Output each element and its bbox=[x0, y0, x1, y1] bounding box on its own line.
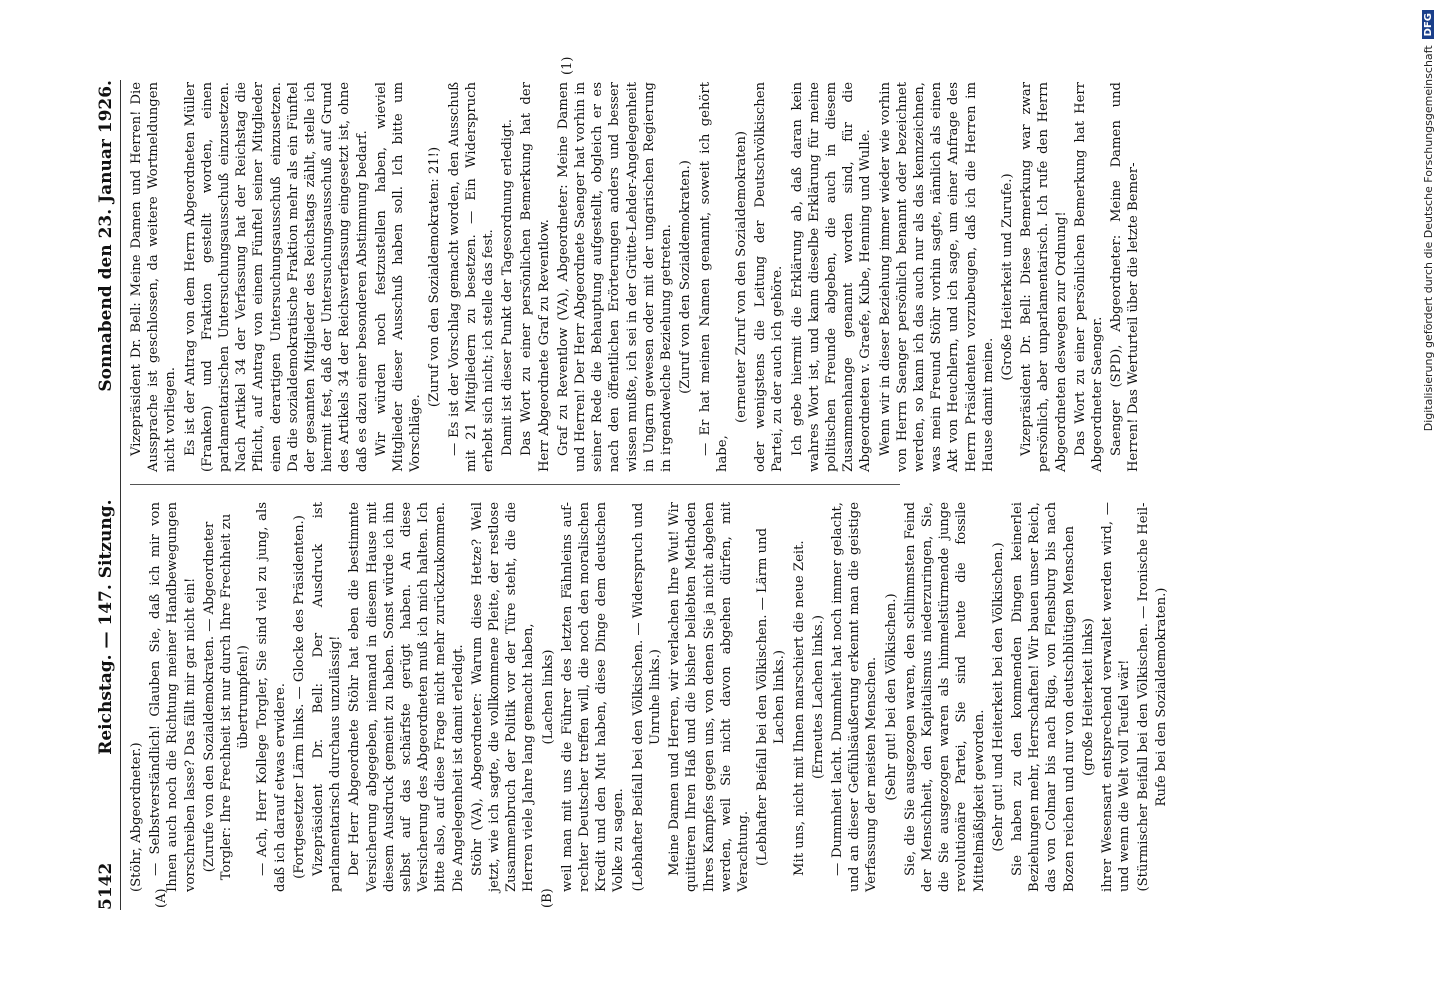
page-header bbox=[92, 80, 121, 910]
paragraph: ihrer Wesensart entsprechend verwaltet werden wird, — und wenn die Welt voll Teufel wär! bbox=[1099, 502, 1133, 892]
paragraph: oder wenigstens die Leitung der Deutschvölkischen Partei, zu der auch ich gehöre. bbox=[753, 82, 786, 472]
interjection: (Lachen links) bbox=[540, 649, 556, 745]
session-title: Reichstag. — 147. Sitzung. bbox=[96, 499, 116, 755]
interjection: (Zuruf von den Sozialdemokraten: 21!) bbox=[427, 146, 443, 408]
paragraph: — Es ist der Vorschlag gemacht worden, den Ausschuß mit 21 Mitgliedern zu besetzen. — Ein Widerspruch erhebt sich nicht; ich stelle das fest. bbox=[446, 82, 497, 472]
margin-mark-b: (B) bbox=[540, 888, 555, 908]
interjection: (Lebhafter Beifall bei den Völkischen. — Widerspruch und Unruhe links.) bbox=[630, 502, 663, 892]
paragraph: Meine Damen und Herren, wir verlachen Ihre Wut! Wir quittieren Ihren Haß und die bisher beliebten Methoden Ihres Kampfes gegen uns, von denen Sie ja nicht abgehen werden, weil Sie nicht davon abgehen dürfen, mit Verachtung. bbox=[667, 502, 751, 892]
page-number: 5142 bbox=[96, 862, 116, 910]
paragraph: — Dummheit lacht. Dummheit hat noch immer gelacht, und an dieser Gefühlsäußerung erkennt man die geistige Verfassung der meisten Menschen. bbox=[829, 502, 880, 892]
paragraph: Sie, die Sie ausgezogen waren, den schlimmsten Feind der Menschheit, den Kapitalismus niederzuringen, Sie, die Sie ausgezogen waren als himmelstürmende junge revolutionäre Partei, Sie sind heute die fossile Mittelmäßigkeit geworden. bbox=[902, 502, 987, 892]
margin-mark-a: (A) bbox=[154, 888, 169, 908]
paragraph: Es ist der Antrag von dem Herrn Abgeordneten Müller (Franken) und Fraktion gestellt worden, einen parlamentarischen Untersuchungsausschuß einzusetzen. Nach Artikel 34 der Verfassung hat der Reichstag die Pflicht, auf Antrag von einem Fünftel seiner Mitglieder einen derartigen Untersuchungsausschuß einzusetzen. Da die sozialdemokratische Fraktion mehr als ein Fünftel der gesamten Mitglieder des Reichstags zählt, stelle ich hiermit fest, daß der Untersuchungsausschuß auf Grund des Artikels 34 der Reichsverfassung eingesetzt ist, ohne daß es dazu einer besonderen Abstimmung bedarf. bbox=[182, 82, 370, 472]
interjection: (große Heiterkeit links) bbox=[1080, 618, 1096, 776]
paragraph: (Stöhr, Abgeordneter.) bbox=[129, 742, 144, 892]
paragraph: Wenn wir in dieser Beziehung immer wieder wie vorhin von Herrn Saenger persönlich benannt oder bezeichnet werden, so kann ich das auch nur als das kennzeichnen, was mein Freund Stöhr vorhin sagte, nämlich als einen Akt von Heuchlern, und ich sage, um einer Anfrage des Herrn Präsidenten vorzubeugen, daß ich die Herren im Hause damit meine. bbox=[877, 82, 996, 472]
left-column bbox=[128, 502, 1172, 892]
interjection: (Erneutes Lachen links.) bbox=[810, 615, 826, 779]
paragraph: Stöhr (VA), Abgeordneter: Warum diese Hetze? Weil jetzt, wie ich sagte, die vollkommene Pleite, der restlose Zusammenbruch der Politik vor der Türe steht, die die Herren viele Jahre lang gemacht haben, bbox=[469, 502, 537, 892]
interjection: (Zurufe von den Sozialdemokraten. — Abgeordneter Torgler: Ihre Frechheit ist nur durch Ihre Frechheit zu übertrumpfen!) bbox=[201, 513, 252, 881]
paragraph: — Selbstverständlich! Glauben Sie, daß ich mir von Ihnen auch noch die Richtung meiner Handbewegungen vorschreiben lasse? Das fällt mir gar nicht ein! bbox=[148, 502, 198, 892]
paragraph: — Ach, Herr Kollege Torgler, Sie sind viel zu jung, als daß ich darauf etwas erwidere. bbox=[255, 502, 288, 892]
interjection: (Sehr gut! und Heiterkeit bei den Völkischen.) bbox=[990, 542, 1006, 852]
paragraph: Damit ist dieser Punkt der Tagesordnung erledigt. bbox=[500, 119, 516, 456]
dfg-logo: DFG bbox=[1422, 10, 1434, 39]
paragraph: Vizepräsident Dr. Bell: Der Ausdruck ist parlamentarisch durchaus unzulässig! bbox=[311, 502, 344, 892]
interjection: (Lebhafter Beifall bei den Völkischen. — Lärm und Lachen links.) bbox=[755, 527, 788, 867]
paragraph: Ich gebe hiermit die Erklärung ab, daß daran kein wahres Wort ist, und kann dieselbe Erklärung für meine politischen Freunde abgeben, die auch in diesem Zusammenhange genannt worden sind, für die Abgeordneten v. Graefe, Kube, Henning und Wulle. bbox=[789, 82, 874, 472]
interjection: (erneuter Zuruf von den Sozialdemokraten) bbox=[733, 131, 749, 423]
right-column bbox=[128, 82, 1145, 472]
interjection: (Fortgesetzter Lärm links. — Glocke des Präsidenten.) bbox=[291, 515, 307, 879]
credit-text: Digitalisierung gefördert durch die Deutsche Forschungsgemeinschaft bbox=[1421, 45, 1434, 432]
paragraph: weil man mit uns die Führer des letzten Fähnleins auf-rechter Deutscher treffen will, die noch den moralischen Kredit und den Mut haben, diese Dinge dem deutschen Volke zu sagen. bbox=[559, 502, 627, 892]
paragraph: Vizepräsident Dr. Bell: Meine Damen und Herren! Die Aussprache ist geschlossen, da weitere Wortmeldungen nicht vorliegen. bbox=[129, 82, 179, 472]
paragraph: Der Herr Abgeordnete Stöhr hat eben die bestimmte Versicherung abgegeben, niemand in diesem Hause mit diesem Ausdruck gemeint zu haben. Sonst würde ich ihn selbst auf das schärfste gerügt haben. An diese Versicherung des Abgeordneten muß ich mich halten. Ich bitte also, auf diese Frage nicht mehr zurückzukommen. Die Angelegenheit ist damit erledigt. bbox=[347, 502, 466, 892]
paragraph: Saenger (SPD), Abgeordneter: Meine Damen und Herren! Das Werturteil über die letzte Bemer- bbox=[1109, 82, 1142, 472]
interjection: (Große Heiterkeit und Zurufe.) bbox=[999, 173, 1015, 381]
paragraph: Das Wort zu einer persönlichen Bemerkung hat der Herr Abgeordnete Graf zu Reventlow. bbox=[519, 82, 552, 472]
interjection: (Stürmischer Beifall bei den Völkischen. — Ironische Heil-Rufe bei den Sozialdemokraten.) bbox=[1136, 502, 1169, 892]
interjection: (Sehr gut! bei den Völkischen.) bbox=[883, 593, 899, 801]
paragraph: Das Wort zu einer persönlichen Bemerkung hat Herr Abgeordneter Saenger. bbox=[1072, 82, 1105, 472]
paragraph: Wir würden noch festzustellen haben, wieviel Mitglieder dieser Ausschuß haben soll. Ich bitte um Vorschläge. bbox=[373, 82, 424, 472]
paragraph: — Er hat meinen Namen genannt, soweit ich gehört habe, bbox=[697, 82, 730, 472]
column-divider bbox=[130, 484, 900, 485]
paragraph: Vizepräsident Dr. Bell: Diese Bemerkung war zwar persönlich, aber unparlamentarisch. Ich rufe den Herrn Abgeordneten deswegen zur Ordnung! bbox=[1019, 82, 1069, 472]
session-date: Sonnabend den 23. Januar 1926. bbox=[96, 80, 116, 392]
paragraph: Mit uns, nicht mit Ihnen marschiert die neue Zeit. bbox=[791, 540, 807, 876]
digitization-credit bbox=[1418, 10, 1434, 990]
paragraph: Sie haben zu den kommenden Dingen keinerlei Beziehungen mehr, Herrschaften! Wir bauen unser Reich, das von Colmar bis nach Riga, von Flensburg bis nach Bozen reichen und nur von deutschblütigen Menschen bbox=[1009, 502, 1077, 892]
margin-mark-1: (1) bbox=[560, 56, 575, 75]
interjection: (Zuruf von den Sozialdemokraten.) bbox=[678, 160, 694, 394]
paragraph: Graf zu Reventlow (VA), Abgeordneter: Meine Damen und Herren! Der Herr Abgeordnete Saenger hat vorhin in seiner Rede die Behauptung aufgestellt, obgleich er es nach den öffentlichen Erörterungen anders und besser wissen mußte, ich sei in der Grütte-Lehder-Angelegenheit in Ungarn gewesen oder mit der ungarischen Regierung in irgendwelche Beziehung getreten. bbox=[555, 82, 675, 472]
